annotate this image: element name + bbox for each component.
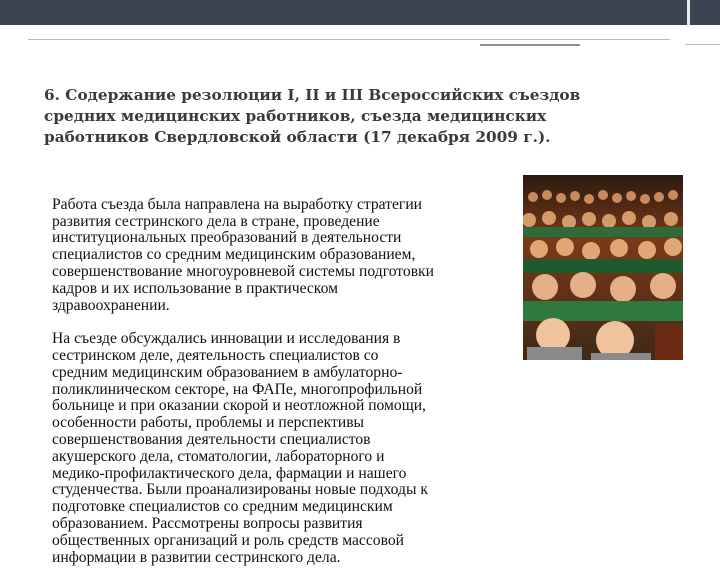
slide-heading: 6. Содержание резолюции I, II и III Всероссийских съездов средних медицинских работников, съезда медицинских работников Свердловской области (17 декабря 2009 г.).	[44, 86, 581, 146]
decorative-line	[685, 44, 720, 45]
paragraph-congress-discussion: На съезде обсуждались инновации и исследования в сестринском деле, деятельность специалистов со средним медицинским образованием в амбулаторно- поликлиническом секторе, на ФАПе, многопрофильной больнице и при оказании скорой и неотложной помощи, особенности работы, проблемы и перспективы совершенствования деятельности специалистов акушерского дела, стоматологии, лабораторного и медико-профилактического дела, фармации и нашего студенчества. Были проанализированы новые подходы к подготовке специалистов со средним медицинским образованием. Рассмотрены вопросы развития общественных организаций и роль средств массовой информации в развитии сестринского дела.	[52, 330, 428, 566]
decorative-line-thick	[480, 44, 580, 46]
paragraph-congress-aims: Работа съезда была направлена на выработку стратегии развития сестринского дела в стране, проведение институциональных преобразований в деятельности специалистов со средним медицинским образованием, совершенствование многоуровневой системы подготовки кадров и их использование в практическом здравоохранении.	[52, 195, 434, 314]
slide-body	[52, 180, 512, 583]
top-band	[0, 0, 720, 25]
audience-illustration	[523, 175, 683, 360]
decorative-line	[28, 39, 668, 40]
band-accent	[687, 0, 690, 25]
congress-audience-photo	[523, 175, 683, 360]
decorative-line	[600, 39, 670, 40]
